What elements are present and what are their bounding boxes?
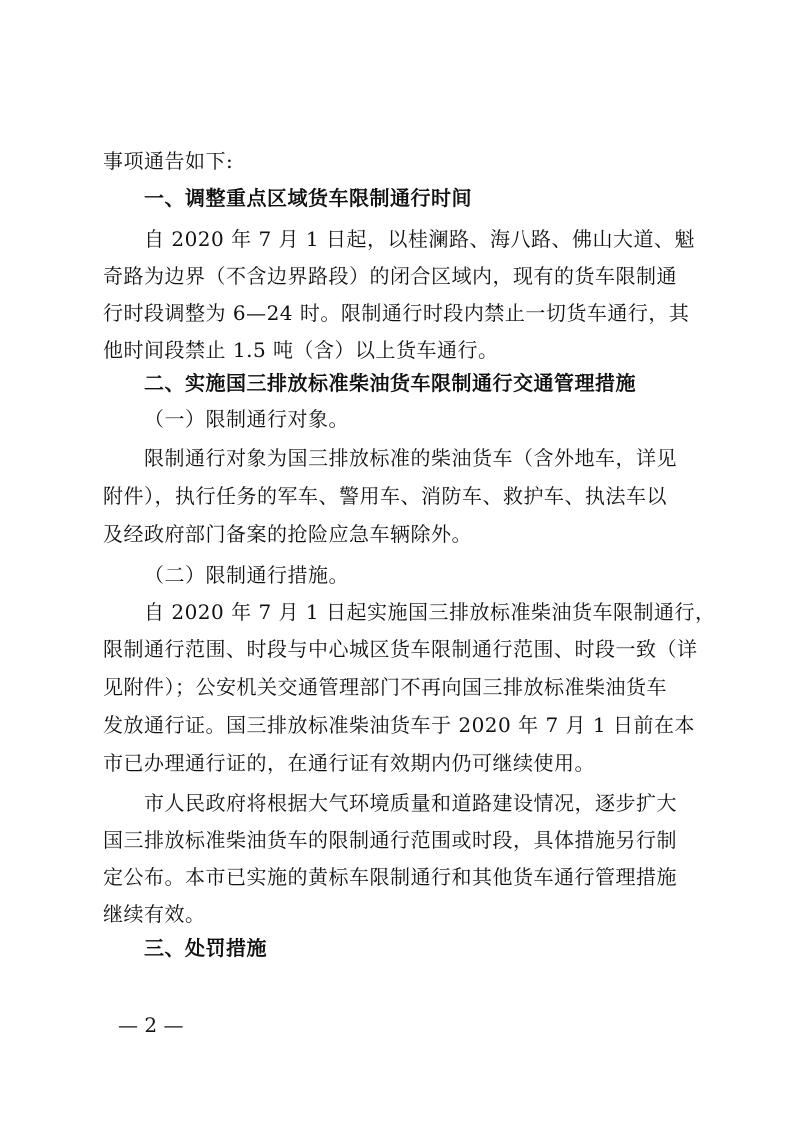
text-line: 继续有效。 — [103, 902, 206, 926]
text-line: 市已办理通行证的，在通行证有效期内仍可继续使用。 — [103, 751, 595, 775]
section-heading-2: 二、实施国三排放标准柴油货车限制通行交通管理措施 — [144, 371, 636, 395]
text-line: 发放通行证。国三排放标准柴油货车于 2020 年 7 月 1 日前在本 — [103, 713, 695, 737]
text-line: 自 2020 年 7 月 1 日起实施国三排放标准柴油货车限制通行， — [144, 600, 716, 624]
text-line: 及经政府部门备案的抢险应急车辆除外。 — [103, 522, 472, 546]
subsection-heading: （二）限制通行措施。 — [144, 563, 349, 587]
text-line: 限制通行对象为国三排放标准的柴油货车（含外地车，详见 — [144, 446, 677, 470]
text-line: 见附件）；公安机关交通管理部门不再向国三排放标准柴油货车 — [103, 675, 667, 699]
text-line: 他时间段禁止 1.5 吨（含）以上货车通行。 — [103, 338, 499, 362]
subsection-heading: （一）限制通行对象。 — [144, 407, 349, 431]
text-line: 行时段调整为 6—24 时。限制通行时段内禁止一切货车通行，其 — [103, 301, 690, 325]
text-line: 定公布。本市已实施的黄标车限制通行和其他货车通行管理措施 — [103, 865, 677, 889]
text-line: 限制通行范围、时段与中心城区货车限制通行范围、时段一致（详 — [103, 637, 698, 661]
text-line: 自 2020 年 7 月 1 日起，以桂澜路、海八路、佛山大道、魁 — [144, 227, 695, 251]
text-line: 奇路为边界（不含边界路段）的闭合区域内，现有的货车限制通 — [103, 264, 677, 288]
text-line: 国三排放标准柴油货车的限制通行范围或时段，具体措施另行制 — [103, 828, 677, 852]
text-line: 市人民政府将根据大气环境质量和道路建设情况，逐步扩大 — [144, 791, 677, 815]
section-heading-1: 一、调整重点区域货车限制通行时间 — [144, 186, 472, 210]
text-line: 附件），执行任务的军车、警用车、消防车、救护车、执法车以 — [103, 484, 667, 508]
text-line: 事项通告如下: — [103, 149, 234, 173]
page-number: — 2 — — [118, 1013, 184, 1037]
section-heading-3: 三、处罚措施 — [144, 936, 267, 960]
